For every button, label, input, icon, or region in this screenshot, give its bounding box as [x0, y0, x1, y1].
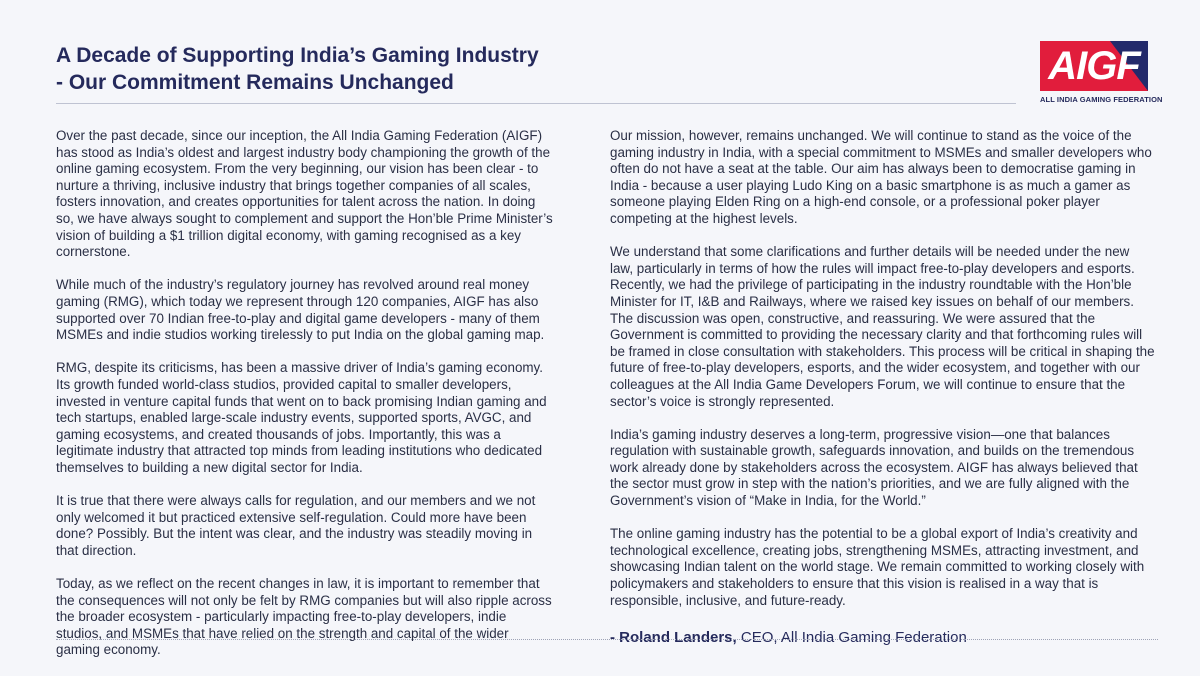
aigf-logo: [1040, 41, 1163, 107]
logo-caption: ALL INDIA GAMING FEDERATION: [1040, 95, 1163, 104]
footer-divider: [56, 639, 1158, 640]
paragraph: Our mission, however, remains unchanged. We will continue to stand as the voice of the gaming industry in India, with a special commitment to MSMEs and smaller developers who often do not have a seat at the table. Our aim has always been to democratise gaming in India - because a user playing Ludo King on a basic smartphone is as much a gamer as someone playing Elden Ring on a high-end console, or a professional poker player competing at the highest levels.: [610, 128, 1152, 226]
right-column: [610, 128, 1155, 647]
paragraph: Over the past decade, since our inception, the All India Gaming Federation (AIGF) has stood as India’s oldest and largest industry body championing the growth of the online gaming ecosystem. From the very beginning, our vision has been clear - to nurture a thriving, inclusive industry that brings together companies of all scales, fosters innovation, and creates opportunities for talent across the nation. In doing so, we have always sought to complement and support the Hon’ble Prime Minister’s vision of building a $1 trillion digital economy, with gaming recognised as a key cornerstone.: [56, 128, 553, 260]
paragraph: It is true that there were always calls for regulation, and our members and we not only welcomed it but practiced extensive self-regulation. Could more have been done? Possibly. But the intent was clear, and the industry was steadily moving in that direction.: [56, 493, 536, 558]
page-title: [56, 42, 539, 96]
paragraph: While much of the industry’s regulatory journey has revolved around real money gaming (RMG), which today we represent through 120 companies, AIGF has also supported over 70 Indian free-to-play and digital game developers - many of them MSMEs and indie studios working tirelessly to put India on the global gaming map.: [56, 277, 545, 343]
logo-wordmark: AIGF: [1048, 44, 1140, 88]
signature-name: - Roland Landers,: [610, 629, 737, 647]
title-line-2: - Our Commitment Remains Unchanged: [56, 71, 454, 94]
signature-role: CEO, All India Gaming Federation: [740, 629, 967, 647]
left-column: [56, 128, 556, 676]
paragraph: The online gaming industry has the potential to be a global export of India’s creativity and technological excellence, creating jobs, strengthening MSMEs, attracting investment, and showcasing Indian talent on the world stage. We remain committed to working closely with policymakers and stakeholders to ensure that this vision is realised in a way that is responsible, inclusive, and future-ready.: [610, 526, 1145, 608]
title-line-1: A Decade of Supporting India’s Gaming Industry: [56, 44, 539, 67]
paragraph: India’s gaming industry deserves a long-term, progressive vision—one that balances regulation with sustainable growth, safeguards innovation, and builds on the tremendous work already done by stakeholders across the ecosystem. AIGF has always believed that the sector must grow in step with the nation’s priorities, and we are fully aligned with the Government’s vision of “Make in India, for the World.”: [610, 426, 1138, 509]
paragraph: We understand that some clarifications and further details will be needed under the new law, particularly in terms of how the rules will impact free-to-play developers and esports. Recently, we had the privilege of participating in the industry roundtable with the Hon’ble Minister for IT, I&B and Railways, where we raised key issues on behalf of our members. The discussion was open, constructive, and reassuring. We were assured that the Government is committed to providing the necessary clarity and that forthcoming rules will be framed in close consultation with stakeholders. This process will be critical in shaping the future of free-to-play developers, esports, and the wider ecosystem, and together with our colleagues at the All India Game Developers Forum, we will continue to ensure that the sector’s voice is strongly represented.: [610, 244, 1155, 409]
paragraph: RMG, despite its criticisms, has been a massive driver of India’s gaming economy. Its growth funded world-class studios, provided capital to smaller developers, invested in venture capital funds that went on to back promising Indian gaming and tech startups, enabled large-scale industry events, supported sports, AVGC, and gaming ecosystems, and created thousands of jobs. Importantly, this was a legitimate industry that attracted top minds from leading institutions who dedicated themselves to building a new digital sector for India.: [56, 360, 547, 475]
paragraph: Today, as we reflect on the recent changes in law, it is important to remember that the consequences will not only be felt by RMG companies but will also ripple across the broader ecosystem - particularly impacting free-to-play developers, indie studios, and MSMEs that have relied on the strength and capital of the wider gaming economy.: [56, 576, 552, 658]
header-divider: [56, 103, 1016, 104]
